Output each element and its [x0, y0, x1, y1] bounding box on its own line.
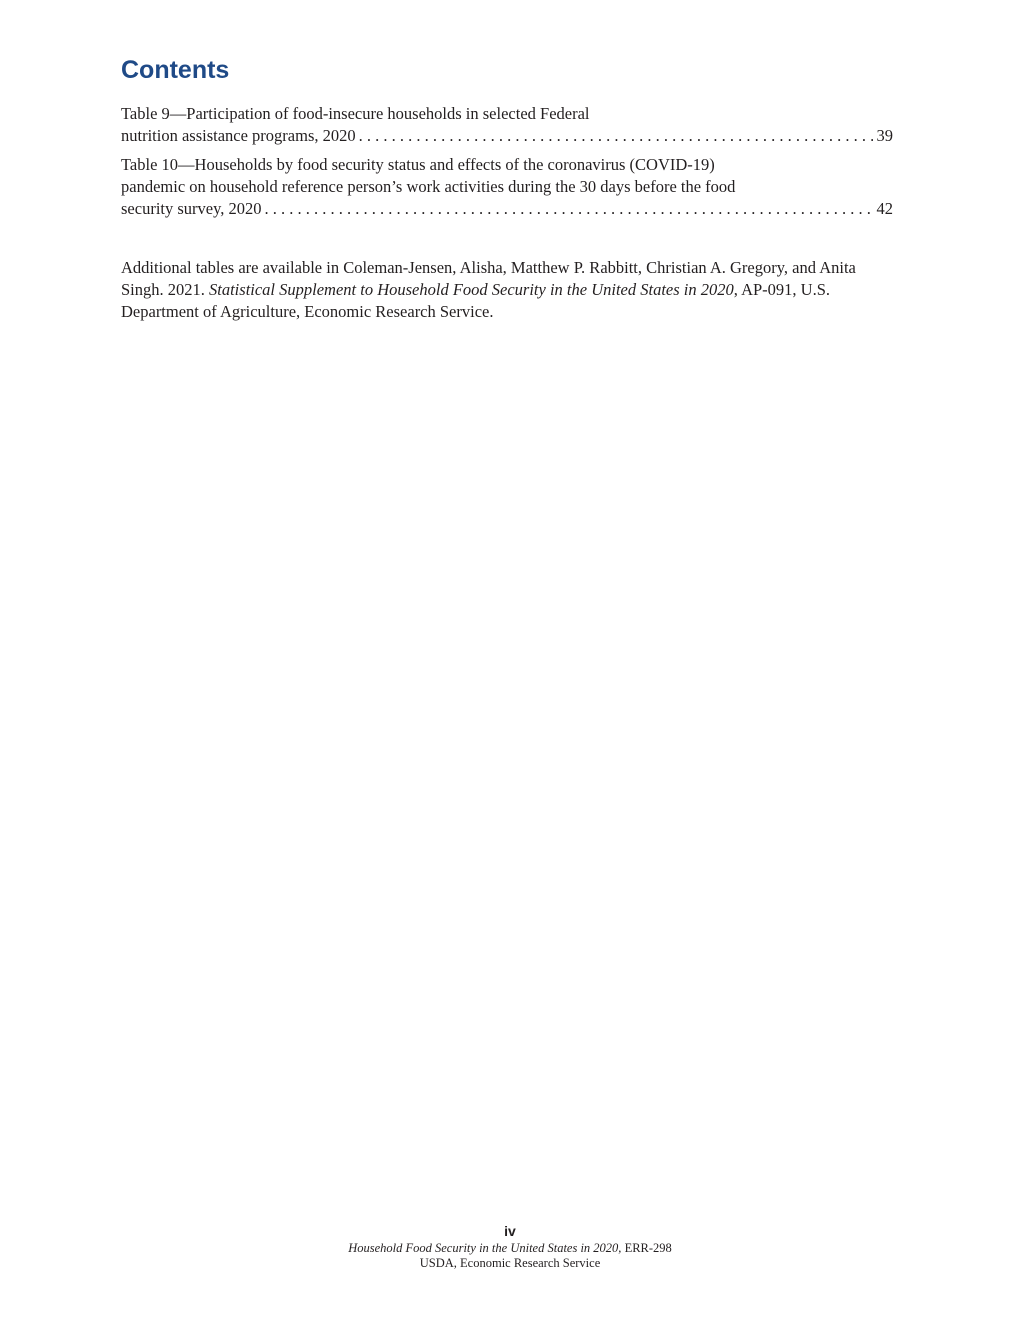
toc-entry-table-9[interactable] [121, 103, 893, 147]
toc-entry-title-line: Table 9—Participation of food-insecure households in selected Federal [121, 104, 590, 123]
supplement-title: Statistical Supplement to Household Food Security in the United States in 2020 [209, 280, 734, 299]
toc-entry-title-line: pandemic on household reference person’s work activities during the 30 days before the food [121, 177, 736, 196]
additional-tables-note [121, 257, 901, 323]
toc-entry-title-end: nutrition assistance programs, 2020 [121, 126, 356, 145]
dot-leader [265, 198, 873, 220]
toc-page-number: 42 [876, 199, 893, 218]
note-text-after: , AP-091, U.S. Department of Agriculture, Economic Research Service. [121, 280, 831, 321]
footer-report-title: Household Food Security in the United States in 2020, [348, 1241, 622, 1255]
page-footer [0, 1221, 1020, 1271]
footer-agency: USDA, Economic Research Service [419, 1256, 601, 1270]
toc-entry-table-10[interactable] [121, 154, 893, 220]
toc-entry-last-line [121, 198, 893, 220]
table-of-contents [121, 103, 893, 227]
toc-entry-title-line: Table 10—Households by food security status and effects of the coronavirus (COVID-19) [121, 155, 715, 174]
page-heading: Contents [121, 56, 230, 84]
toc-page-number: 39 [876, 126, 893, 145]
note-text-before: Additional tables are available in Coleman-Jensen, Alisha, Matthew P. Rabbitt, Christian A. Gregory, and Anita Singh. 2021. [121, 258, 856, 299]
page-number: iv [504, 1223, 516, 1239]
footer-report-id: ERR-298 [624, 1241, 672, 1255]
dot-leader [359, 125, 873, 147]
toc-entry-last-line [121, 125, 893, 147]
footer-report-line [0, 1241, 1020, 1256]
toc-entry-title-end: security survey, 2020 [121, 199, 262, 218]
